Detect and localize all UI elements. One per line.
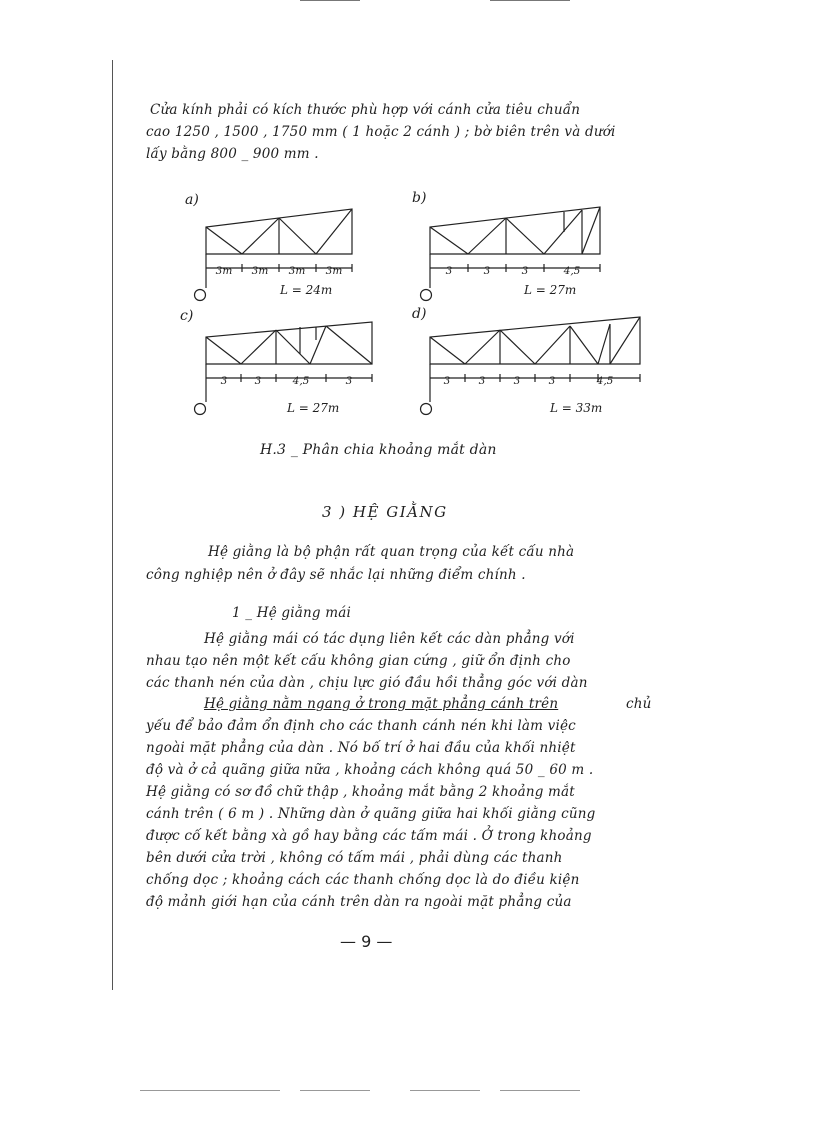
scan-mark xyxy=(490,0,570,1)
paragraph-line: được cố kết bằng xà gồ hay bằng các tấm mái . Ở trong khoảng xyxy=(146,828,592,844)
spacing-label: 3 xyxy=(548,375,556,387)
intro-line: cao 1250 , 1500 , 1750 mm ( 1 hoặc 2 cánh ) ; bờ biên trên và dưới xyxy=(146,124,616,140)
page-number: — 9 — xyxy=(340,932,393,951)
subsection-title: 1 _ Hệ giằng mái xyxy=(232,605,351,621)
panel-label-b: b) xyxy=(412,190,427,206)
scan-mark xyxy=(500,1090,580,1091)
paragraph-line: Hệ giằng mái có tác dụng liên kết các dàn phẳng với xyxy=(204,631,575,647)
spacing-label: 3m xyxy=(251,265,269,277)
spacing-label: 3 xyxy=(254,375,262,387)
spacing-label: 3 xyxy=(443,375,451,387)
scan-mark xyxy=(300,1090,370,1091)
paragraph-line: chống dọc ; khoảng cách các thanh chống dọc là do điều kiện xyxy=(146,872,580,888)
truss-diagram-d xyxy=(421,317,641,415)
spacing-label: 4,5 xyxy=(292,375,310,387)
scan-mark xyxy=(300,0,360,1)
paragraph-line: yếu để bảo đảm ổn định cho các thanh cánh nén khi làm việc xyxy=(146,718,576,734)
section-title: 3 ) HỆ GIẰNG xyxy=(322,503,448,521)
span-label: L = 24m xyxy=(280,283,333,297)
spacing-label: 3 xyxy=(478,375,486,387)
margin-line xyxy=(112,60,113,990)
spacing-label: 3m xyxy=(288,265,306,277)
span-label: L = 27m xyxy=(287,401,340,415)
spacing-label: 3 xyxy=(345,375,353,387)
figure-caption: H.3 _ Phân chia khoảng mắt dàn xyxy=(260,442,497,458)
truss-figure xyxy=(140,180,680,430)
spacing-label: 3m xyxy=(215,265,233,277)
spacing-label: 4,5 xyxy=(596,375,614,387)
panel-label-d: d) xyxy=(412,306,427,322)
paragraph-line: Hệ giằng là bộ phận rất quan trọng của kết cấu nhà xyxy=(208,544,575,560)
paragraph-line: chủ xyxy=(626,696,652,712)
paragraph-line: độ và ở cả quãng giữa nữa , khoảng cách không quá 50 _ 60 m . xyxy=(146,762,594,778)
paragraph-line: cánh trên ( 6 m ) . Những dàn ở quãng giữa hai khối giằng cũng xyxy=(146,806,596,822)
spacing-label: 3 xyxy=(445,265,453,277)
scan-mark xyxy=(140,1090,280,1091)
span-label: L = 33m xyxy=(550,401,603,415)
paragraph-line: Hệ giằng có sơ đồ chữ thập , khoảng mắt bằng 2 khoảng mắt xyxy=(146,784,575,800)
span-label: L = 27m xyxy=(524,283,577,297)
paragraph-line: nhau tạo nên một kết cấu không gian cứng , giữ ổn định cho xyxy=(146,653,571,669)
intro-line: Cửa kính phải có kích thước phù hợp với cánh cửa tiêu chuẩn xyxy=(150,102,581,118)
intro-line: lấy bằng 800 _ 900 mm . xyxy=(146,146,319,162)
paragraph-line: ngoài mặt phẳng của dàn . Nó bố trí ở hai đầu của khối nhiệt xyxy=(146,740,576,756)
scan-mark xyxy=(410,1090,480,1091)
paragraph-line: các thanh nén của dàn , chịu lực gió đầu hồi thẳng góc với dàn xyxy=(146,675,588,691)
spacing-label: 3m xyxy=(325,265,343,277)
paragraph-line: bên dưới cửa trời , không có tấm mái , phải dùng các thanh xyxy=(146,850,563,866)
spacing-label: 3 xyxy=(483,265,491,277)
spacing-label: 4,5 xyxy=(563,265,581,277)
spacing-label: 3 xyxy=(220,375,228,387)
paragraph-line: công nghiệp nên ở đây sẽ nhắc lại những điểm chính . xyxy=(146,567,526,583)
paragraph-line: độ mảnh giới hạn của cánh trên dàn ra ngoài mặt phẳng của xyxy=(146,894,572,910)
spacing-label: 3 xyxy=(513,375,521,387)
underlined-phrase: Hệ giằng nằm ngang ở trong mặt phẳng cánh trên xyxy=(204,696,559,712)
truss-diagram-c xyxy=(195,322,373,415)
panel-label-c: c) xyxy=(180,308,194,324)
panel-label-a: a) xyxy=(185,192,199,208)
spacing-label: 3 xyxy=(521,265,529,277)
